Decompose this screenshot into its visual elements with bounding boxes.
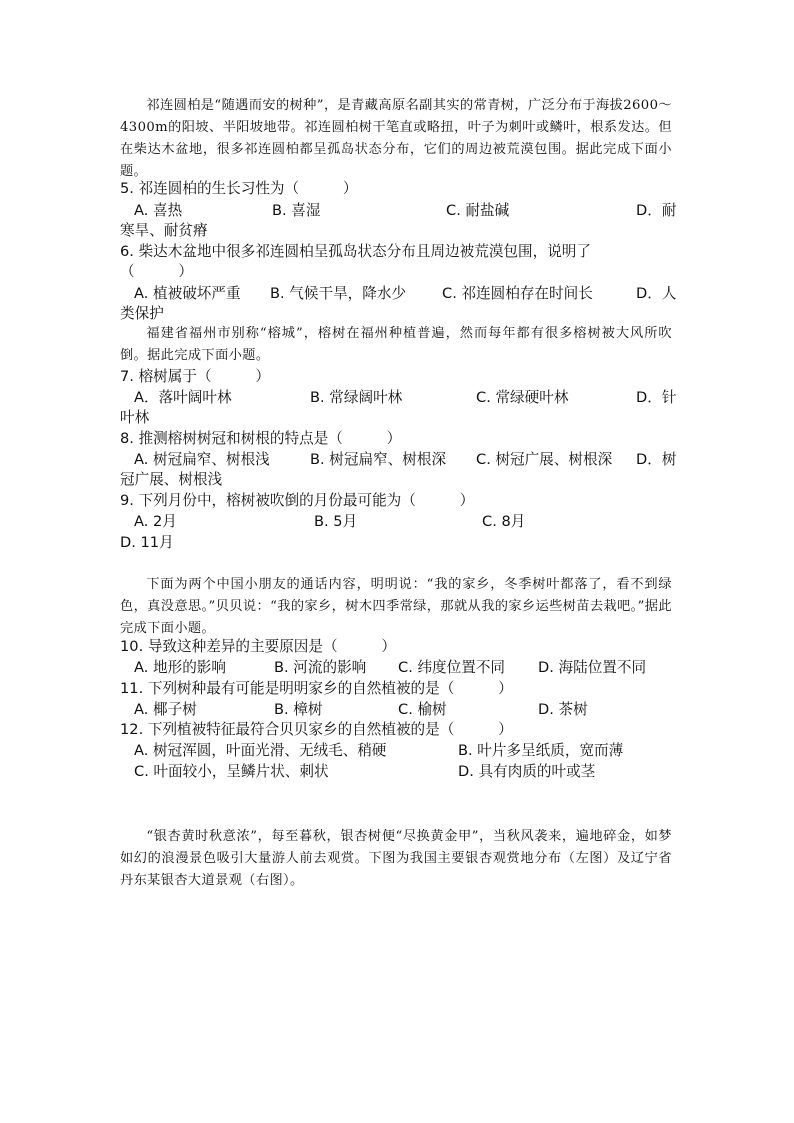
question-6-option-b[interactable]: B. 气候干旱，降水少 bbox=[270, 285, 407, 302]
question-8-option-b[interactable]: B. 树冠扁窄、树根深 bbox=[310, 451, 447, 468]
question-7-options bbox=[120, 388, 692, 430]
question-5-option-d-continued: 寒旱、耐贫瘠 bbox=[120, 222, 208, 239]
question-6-option-a[interactable]: A. 植被破坏严重 bbox=[134, 285, 241, 302]
question-7-option-a[interactable]: A．落叶阔叶林 bbox=[134, 389, 232, 406]
question-10-option-b[interactable]: B. 河流的影响 bbox=[274, 659, 367, 676]
question-5-options bbox=[120, 201, 692, 243]
question-12-options bbox=[120, 741, 692, 783]
question-8-options bbox=[120, 450, 692, 492]
question-11-option-d[interactable]: D. 茶树 bbox=[538, 701, 588, 718]
question-11-options bbox=[120, 700, 692, 722]
question-12-option-b[interactable]: B. 叶片多呈纸质，宽而薄 bbox=[458, 742, 624, 759]
question-6-options bbox=[120, 284, 692, 326]
question-6-stem: 6. 柴达木盆地中很多祁连圆柏呈孤岛状态分布且周边被荒漠包围，说明了 bbox=[120, 243, 591, 260]
passage-children-call: 下面为两个中国小朋友的通话内容，明明说：“我的家乡，冬季树叶都落了，看不到绿色，真没意思。”贝贝说：“我的家乡，树木四季常绿，那就从我的家乡运些树苗去栽吧。”据此完成下面小题。 bbox=[120, 577, 672, 636]
question-8-option-d-continued: 冠广展、树根浅 bbox=[120, 471, 223, 488]
question-11-stem: 11. 下列树种最有可能是明明家乡的自然植被的是（ ） bbox=[120, 680, 513, 697]
question-7-option-b[interactable]: B. 常绿阔叶林 bbox=[310, 389, 403, 406]
question-7-stem: 7. 榕树属于（ ） bbox=[120, 368, 270, 385]
question-7-option-d[interactable]: D．针 bbox=[636, 389, 677, 406]
question-12-option-d[interactable]: D. 具有肉质的叶或茎 bbox=[458, 763, 596, 780]
question-5-option-d[interactable]: D．耐 bbox=[636, 202, 677, 219]
question-11-option-c[interactable]: C. 榆树 bbox=[398, 701, 447, 718]
question-5-option-c[interactable]: C. 耐盐碱 bbox=[446, 202, 510, 219]
question-8-option-a[interactable]: A. 树冠扁窄、树根浅 bbox=[134, 451, 270, 468]
question-9-stem: 9. 下列月份中，榕树被吹倒的月份最可能为（ ） bbox=[120, 492, 475, 509]
question-10-option-d[interactable]: D. 海陆位置不同 bbox=[538, 659, 647, 676]
question-10-options bbox=[120, 658, 692, 680]
question-6-option-d-continued: 类保护 bbox=[120, 305, 164, 322]
question-11-option-a[interactable]: A. 椰子树 bbox=[134, 701, 197, 718]
question-6-stem-continued: （ ） bbox=[120, 263, 193, 280]
passage-qilian-juniper: 祁连圆柏是“随遇而安的树种”，是青藏高原名副其实的常青树，广泛分布于海拔2600～4300m的阳坡、半阳坡地带。祁连圆柏树干笔直或略扭，叶子为刺叶或鳞叶，根系发达。但在柴达木盆地，很多祁连圆柏都呈孤岛状态分布，它们的周边被荒漠包围。据此完成下面小题。 bbox=[120, 98, 672, 179]
question-9-option-a[interactable]: A. 2月 bbox=[134, 513, 177, 530]
question-10-option-a[interactable]: A. 地形的影响 bbox=[134, 659, 226, 676]
question-12-stem: 12. 下列植被特征最符合贝贝家乡的自然植被的是（ ） bbox=[120, 721, 513, 738]
question-6-option-c[interactable]: C. 祁连圆柏存在时间长 bbox=[442, 285, 593, 302]
question-5-stem: 5. 祁连圆柏的生长习性为（ ） bbox=[120, 180, 358, 197]
passage-ginkgo: “银杏黄时秋意浓”，每至暮秋，银杏树便“尽换黄金甲”，当秋风袭来，遍地碎金，如梦如幻的浪漫景色吸引大量游人前去观赏。下图为我国主要银杏观赏地分布（左图）及辽宁省丹东某银杏大道景观（右图）。 bbox=[120, 829, 672, 888]
question-9-option-d[interactable]: D. 11月 bbox=[120, 534, 174, 551]
question-5-option-a[interactable]: A. 喜热 bbox=[134, 202, 183, 219]
passage-banyan-fuzhou: 福建省福州市别称“榕城”，榕树在福州种植普遍，然而每年都有很多榕树被大风所吹倒。据此完成下面小题。 bbox=[120, 326, 672, 363]
question-5-option-b[interactable]: B. 喜湿 bbox=[272, 202, 321, 219]
question-8-stem: 8. 推测榕树树冠和树根的特点是（ ） bbox=[120, 430, 402, 447]
question-7-option-c[interactable]: C. 常绿硬叶林 bbox=[476, 389, 569, 406]
question-8-option-d[interactable]: D．树 bbox=[636, 451, 677, 468]
question-10-stem: 10. 导致这种差异的主要原因是（ ） bbox=[120, 638, 396, 655]
question-7-option-d-continued: 叶林 bbox=[120, 409, 150, 426]
question-9-options bbox=[120, 512, 692, 554]
question-11-option-b[interactable]: B. 樟树 bbox=[274, 701, 323, 718]
question-9-option-b[interactable]: B. 5月 bbox=[314, 513, 358, 530]
question-10-option-c[interactable]: C. 纬度位置不同 bbox=[398, 659, 506, 676]
question-9-option-c[interactable]: C. 8月 bbox=[482, 513, 526, 530]
question-6-option-d[interactable]: D．人 bbox=[636, 285, 677, 302]
question-12-option-a[interactable]: A. 树冠浑圆，叶面光滑、无绒毛、稍硬 bbox=[134, 742, 387, 759]
question-12-option-c[interactable]: C. 叶面较小，呈鳞片状、刺状 bbox=[134, 763, 329, 780]
question-8-option-c[interactable]: C. 树冠广展、树根深 bbox=[476, 451, 613, 468]
